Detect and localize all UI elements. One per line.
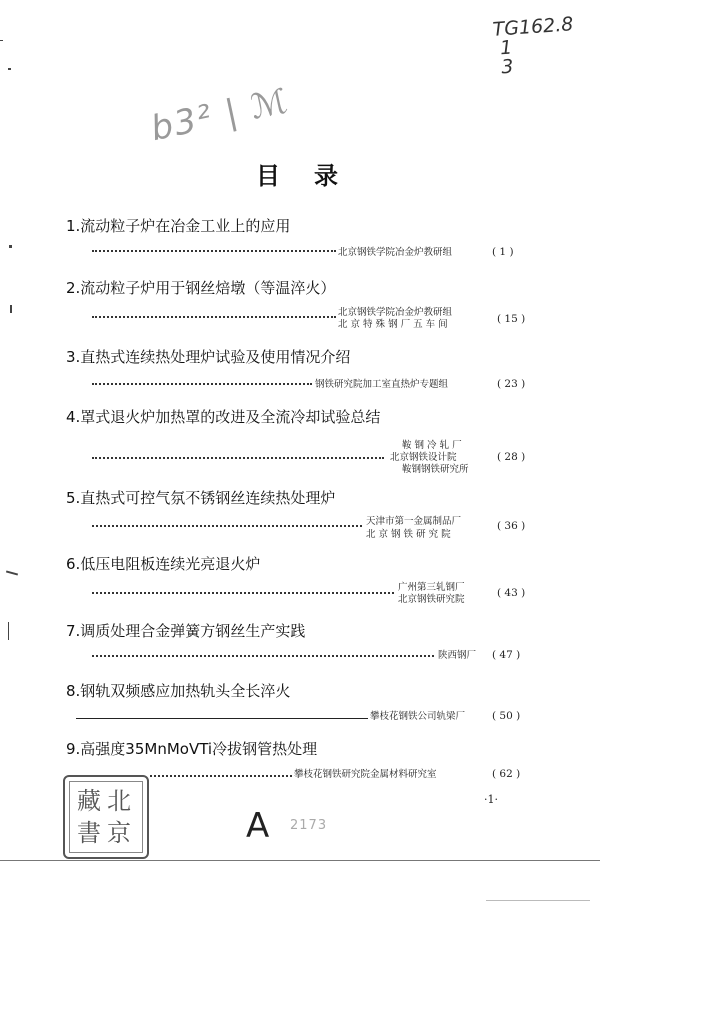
- leader-dots: [92, 592, 394, 594]
- bottom-rule: [0, 860, 600, 861]
- scan-edge-mark: [9, 245, 12, 248]
- faint-rule: [486, 900, 590, 901]
- leader-dots: [150, 775, 292, 777]
- toc-entry-org: 北京钢铁学院冶金炉教研组: [338, 307, 453, 318]
- page-title: 目录: [256, 162, 372, 190]
- handwritten-note: b3² | ℳ: [147, 80, 293, 150]
- toc-entry-org: 攀枝花钢铁研究院金属材料研究室: [294, 769, 437, 780]
- toc-entry-org: 广州第三轧钢厂: [398, 582, 465, 593]
- stamp-char: 藏: [77, 787, 101, 815]
- toc-entry-title: 4.罩式退火炉加热罩的改进及全流冷却试验总结: [66, 408, 381, 426]
- toc-entry-org: 北 京 钢 铁 研 究 院: [366, 529, 451, 540]
- stamp-char: 書: [77, 819, 101, 847]
- call-number-line1: TG162.8: [491, 13, 575, 41]
- toc-entry-title: 3.直热式连续热处理炉试验及使用情况介绍: [66, 348, 351, 366]
- toc-entry-org: 陕西钢厂: [438, 650, 477, 661]
- toc-entry-title: 1.流动粒子炉在冶金工业上的应用: [66, 217, 291, 235]
- toc-entry-page: ( 62 ): [492, 768, 521, 780]
- library-seal-stamp: [63, 775, 149, 859]
- toc-entry-page: ( 15 ): [497, 313, 526, 325]
- toc-entry-page: ( 23 ): [497, 378, 526, 390]
- toc-entry-org: 鞍钢钢铁研究所: [402, 464, 469, 475]
- toc-entry-page: ( 36 ): [497, 520, 526, 532]
- toc-entry-org: 北京钢铁设计院: [390, 452, 457, 463]
- accession-number: 2173: [290, 818, 328, 833]
- leader-dots: [92, 655, 434, 657]
- scan-edge-mark: [0, 40, 3, 41]
- leader-dots: [92, 316, 336, 318]
- scan-edge-mark: [8, 622, 9, 640]
- leader-dots: [92, 457, 384, 459]
- accession-letter: A: [246, 806, 270, 846]
- toc-entry-org: 北京钢铁学院冶金炉教研组: [338, 247, 453, 258]
- toc-entry-title: 9.高强度35MnMoVTi冷拔钢管热处理: [66, 740, 318, 758]
- toc-entry-page: ( 43 ): [497, 587, 526, 599]
- toc-entry-org: 攀枝花钢铁公司轨梁厂: [370, 711, 466, 722]
- toc-entry-org: 北 京 特 殊 钢 厂 五 车 间: [338, 319, 448, 330]
- leader-dots: [92, 250, 336, 252]
- toc-entry-title: 2.流动粒子炉用于钢丝焙墩（等温淬火）: [66, 279, 336, 297]
- toc-entry-page: ( 1 ): [492, 246, 514, 258]
- leader-dots: [92, 383, 312, 385]
- toc-entry-org: 钢铁研究院加工室直热炉专题组: [315, 379, 449, 390]
- toc-entry-org: 天津市第一金属制品厂: [366, 516, 462, 527]
- toc-entry-page: ( 28 ): [497, 451, 526, 463]
- toc-entry-page: ( 50 ): [492, 710, 521, 722]
- leader-line: [76, 718, 368, 719]
- toc-entry-title: 5.直热式可控气氛不锈钢丝连续热处理炉: [66, 489, 336, 507]
- toc-entry-title: 7.调质处理合金弹簧方钢丝生产实践: [66, 622, 306, 640]
- page-number: ·1·: [484, 793, 498, 806]
- toc-entry-org: 鞍 钢 冷 轧 厂: [402, 440, 462, 451]
- scan-edge-mark: [8, 68, 11, 70]
- toc-entry-page: ( 47 ): [492, 649, 521, 661]
- scan-edge-mark: [10, 305, 12, 313]
- leader-dots: [92, 525, 362, 527]
- toc-entry-title: 8.钢轨双频感应加热轨头全长淬火: [66, 682, 291, 700]
- toc-entry-title: 6.低压电阻板连续光亮退火炉: [66, 555, 261, 573]
- call-number-line3: 3: [500, 55, 515, 79]
- call-number-line2: 1: [499, 36, 513, 60]
- stamp-char: 北: [107, 787, 131, 815]
- toc-entry-org: 北京钢铁研究院: [398, 594, 465, 605]
- stamp-char: 京: [107, 819, 131, 847]
